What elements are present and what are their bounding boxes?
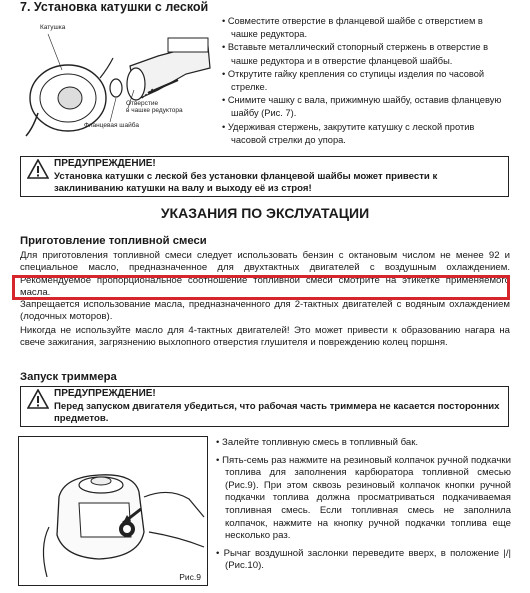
figure-label-reel: Катушка xyxy=(40,24,66,31)
start-trimmer-heading: Запуск триммера xyxy=(20,371,117,383)
warning-text: Установка катушки с леской без установки фланцевой шайбы может привести к заклиниванию катушки на валу и выходу её из строя! xyxy=(54,171,438,194)
warning-box-start xyxy=(20,386,509,427)
figure-label-flange: Фланцевая шайба xyxy=(84,122,139,129)
step-item: • Пять-семь раз нажмите на резиновый колпачок ручной подкачки топлива для заполнения карбюратора топливной смесью (Рис.9). При этом сквозь резиновый колпачок кнопки ручной подкачки топлива должна просматриваться подкачиваемая топливная смесь. Если топливная смесь не заполнила колпачок, нажмите на кнопку ручной подкачки топлива еще несколько раз. xyxy=(216,454,511,542)
fuel-mixture-heading: Приготовление топливной смеси xyxy=(20,235,207,247)
step-item: • Вставьте металлический стопорный стержень в отверстие в чашке редуктора и в отверстие фланцевой шайбы. xyxy=(222,42,489,66)
figure-reel-installation xyxy=(18,18,218,153)
warning-triangle-icon xyxy=(27,389,49,409)
step-item: • Снимите чашку с вала, прижимную шайбу, оставив фланцевую шайбу (Рис. 7). xyxy=(222,95,502,119)
fuel-paragraph-3: Никогда не используйте масло для 4-тактных двигателей! Это может привести к образованию нагара на свече зажигания, загрязнению выхлопного отверстия глушителя и повреждению колец поршня. xyxy=(20,325,510,349)
step-item: • Открутите гайку крепления со ступицы изделия по часовой стрелке. xyxy=(222,68,485,93)
reel-installation-steps xyxy=(222,15,512,147)
warning-box-reel xyxy=(20,156,509,197)
warning-text: Перед запуском двигателя убедиться, что рабочая часть триммера не касается посторонних предметов. xyxy=(54,401,500,424)
step-item: • Совместите отверстие в фланцевой шайбе с отверстием в чашке редуктора. xyxy=(222,16,483,40)
fuel-paragraph-1: Для приготовления топливной смеси следует использовать бензин с октановым числом не менее 92 и специальное масло, предназначенное для двухтактных двигателей с воздушным охлаждением. Рекомендуемое пропорциональное соотношение топливной смеси смотрите на этикетке применяемого масла. xyxy=(20,250,510,299)
reel-diagram-illustration xyxy=(18,18,218,153)
operating-instructions-heading: УКАЗАНИЯ ПО ЭКСЛУАТАЦИИ xyxy=(160,205,370,221)
warning-title: ПРЕДУПРЕЖДЕНИЕ! xyxy=(54,158,156,169)
step-item: • Удерживая стержень, закрутите катушку с леской против часовой стрелки до упора. xyxy=(222,121,475,145)
section-title: 7. Установка катушки с леской xyxy=(20,0,209,14)
primer-bulb-illustration xyxy=(19,437,207,585)
figure-9-primer xyxy=(18,436,208,586)
warning-triangle-icon xyxy=(27,159,49,179)
warning-title: ПРЕДУПРЕЖДЕНИЕ! xyxy=(54,388,156,399)
step-item: • Рычаг воздушной заслонки переведите вверх, в положение |/| (Рис.10). xyxy=(216,547,511,572)
start-steps xyxy=(216,437,511,578)
step-item: • Залейте топливную смесь в топливный бак. xyxy=(216,437,419,448)
highlight-frame xyxy=(12,275,510,300)
figure-label-hole: Отверстие в чашке редуктора xyxy=(126,100,183,114)
fuel-paragraph-2: Запрещается использование масла, предназначенного для 2-тактных двигателей с водяным охлаждением (лодочных моторов). xyxy=(20,299,510,323)
figure-9-caption: Рис.9 xyxy=(179,572,201,582)
